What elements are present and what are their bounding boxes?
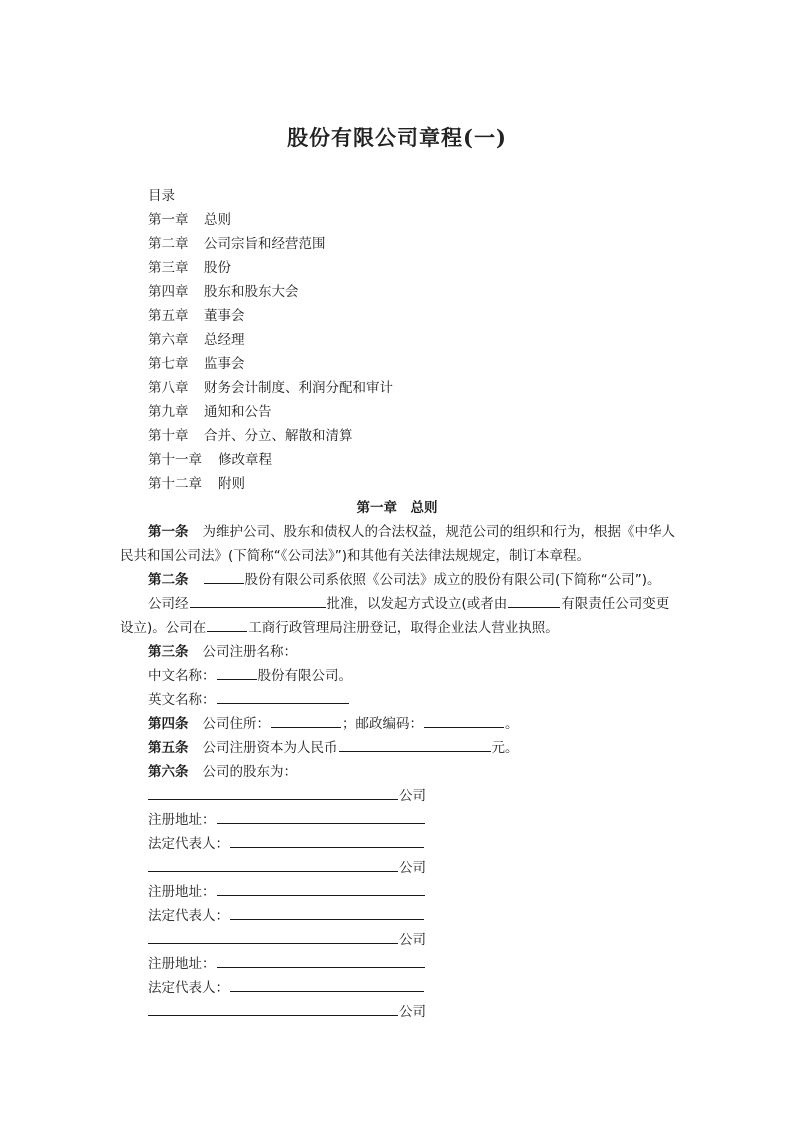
shareholder-address-line: 注册地址： xyxy=(148,952,426,976)
shareholder-name-blank[interactable] xyxy=(148,856,398,872)
toc-item: 第十一章 修改章程 xyxy=(148,452,272,468)
toc-item: 第七章 监事会 xyxy=(148,356,245,372)
article-3: 第三条 公司注册名称： xyxy=(148,644,297,660)
english-name-blank[interactable] xyxy=(217,688,349,704)
shareholder-company-line: 公司 xyxy=(148,856,426,880)
address-blank[interactable] xyxy=(271,712,341,728)
english-name-line: 英文名称： xyxy=(148,688,350,712)
toc-item: 第九章 通知和公告 xyxy=(148,404,272,420)
shareholder-address-blank[interactable] xyxy=(217,880,425,896)
document-title: 股份有限公司章程(一) xyxy=(287,125,507,150)
chinese-name-blank[interactable] xyxy=(217,664,257,680)
toc-item: 第一章 总则 xyxy=(148,212,231,228)
toc-item: 第六章 总经理 xyxy=(148,332,245,348)
shareholder-rep-blank[interactable] xyxy=(230,832,424,848)
chinese-name-line: 中文名称： 股份有限公司。 xyxy=(148,664,352,688)
article-5: 第五条 公司注册资本为人民币 元。 xyxy=(148,736,519,760)
registered-capital-blank[interactable] xyxy=(339,736,491,752)
toc-item: 第四章 股东和股东大会 xyxy=(148,284,299,300)
shareholder-rep-line: 法定代表人： xyxy=(148,976,425,1000)
toc-item: 第三章 股份 xyxy=(148,260,231,276)
toc-heading: 目录 xyxy=(148,188,175,204)
shareholder-company-line: 公司 xyxy=(148,784,426,808)
article-2-paragraph-2: 公司经 批准，以发起方式设立(或者由 有限责任公司变更设立)。公司在 工商行政管理局注册登记，取得企业法人营业执照。 xyxy=(120,592,680,640)
shareholder-company-line: 公司 xyxy=(148,1000,426,1024)
shareholder-address-line: 注册地址： xyxy=(148,808,426,832)
shareholder-address-line: 注册地址： xyxy=(148,880,426,904)
toc-item: 第五章 董事会 xyxy=(148,308,245,324)
shareholder-rep-blank[interactable] xyxy=(230,976,424,992)
postcode-blank[interactable] xyxy=(424,712,504,728)
toc-item: 第十二章 附则 xyxy=(148,476,245,492)
shareholder-address-blank[interactable] xyxy=(217,808,425,824)
shareholder-company-line: 公司 xyxy=(148,928,426,952)
article-2: 第二条 股份有限公司系依照《公司法》成立的股份有限公司(下简称“公司”)。 xyxy=(148,568,661,592)
original-company-blank[interactable] xyxy=(508,592,560,608)
article-6: 第六条 公司的股东为： xyxy=(148,764,297,780)
shareholder-name-blank[interactable] xyxy=(148,1000,398,1016)
shareholder-rep-line: 法定代表人： xyxy=(148,832,425,856)
shareholder-address-blank[interactable] xyxy=(217,952,425,968)
registration-bureau-blank[interactable] xyxy=(207,616,247,632)
article-4: 第四条 公司住所： ；邮政编码： 。 xyxy=(148,712,519,736)
shareholder-name-blank[interactable] xyxy=(148,784,398,800)
shareholder-rep-line: 法定代表人： xyxy=(148,904,425,928)
chapter-heading: 第一章 总则 xyxy=(356,500,438,516)
approval-authority-blank[interactable] xyxy=(190,592,326,608)
article-1: 第一条 为维护公司、股东和债权人的合法权益，规范公司的组织和行为，根据《中华人民共和国公司法》(下简称“《公司法》”)和其他有关法律法规规定，制订本章程。 xyxy=(120,524,675,564)
company-name-blank[interactable] xyxy=(204,568,244,584)
toc-item: 第二章 公司宗旨和经营范围 xyxy=(148,236,326,252)
toc-item: 第十章 合并、分立、解散和清算 xyxy=(148,428,353,444)
shareholder-name-blank[interactable] xyxy=(148,928,398,944)
toc-item: 第八章 财务会计制度、利润分配和审计 xyxy=(148,380,393,396)
shareholder-rep-blank[interactable] xyxy=(230,904,424,920)
